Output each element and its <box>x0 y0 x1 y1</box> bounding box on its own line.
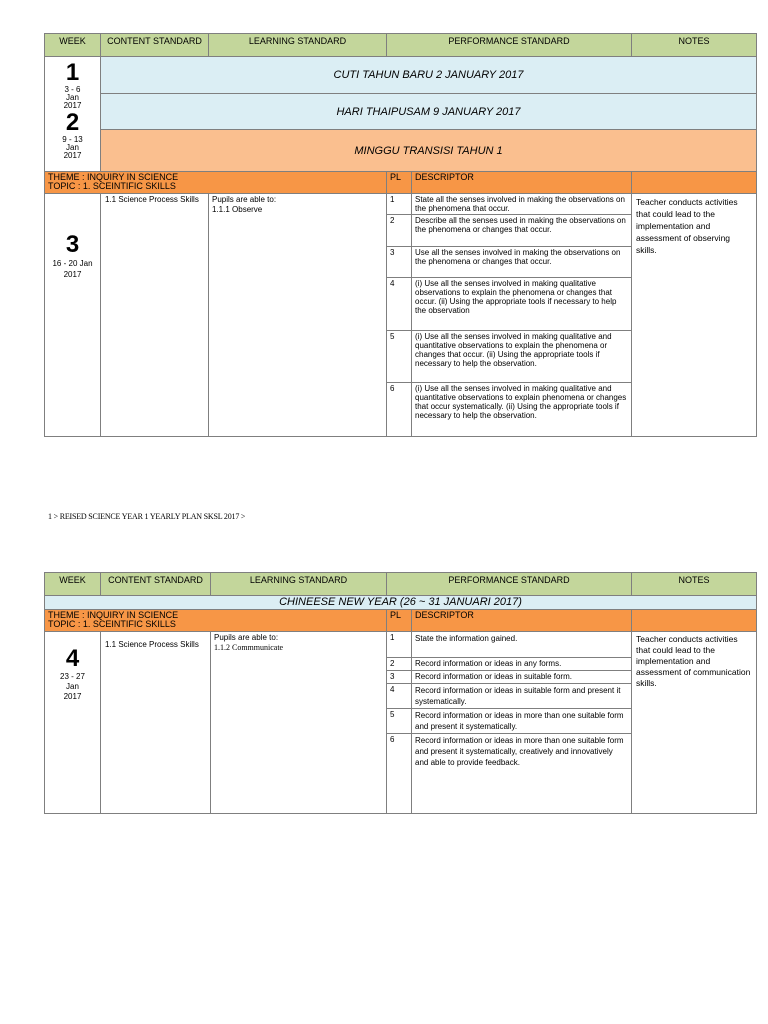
header-performance-standard: PERFORMANCE STANDARD <box>387 34 632 57</box>
header-week: WEEK <box>45 34 101 57</box>
content-standard-text: 1.1 Science Process Skills <box>105 640 199 649</box>
descriptor-text: Describe all the senses used in making the observations on the phenomena or changes that occur. <box>412 215 632 247</box>
yearly-plan-table-1 <box>44 33 757 437</box>
holiday-banner: CUTI TAHUN BARU 2 JANUARY 2017 <box>101 57 757 94</box>
week-dates: 16 - 20 Jan <box>52 259 93 268</box>
week-3-cell <box>45 194 101 437</box>
week-number: 1 <box>65 59 80 86</box>
week-month: Jan <box>66 93 79 102</box>
week-dates: 9 - 13 <box>62 135 83 144</box>
header-notes: NOTES <box>632 573 757 596</box>
header-row <box>45 34 757 57</box>
learning-item: 1.1.1 Observe <box>212 205 263 214</box>
learning-standard-cell <box>209 194 387 437</box>
week-year: 2017 <box>63 101 82 110</box>
theme-label: THEME : INQUIRY IN SCIENCE <box>48 610 179 620</box>
theme-topic <box>45 610 387 632</box>
header-week: WEEK <box>45 573 101 596</box>
pl-number: 4 <box>387 278 412 331</box>
week-year: 2017 <box>63 270 82 279</box>
descriptor-text: Use all the senses involved in making the observations on the phenomena or changes that occur. <box>412 247 632 278</box>
learning-intro: Pupils are able to: <box>214 633 279 642</box>
descriptor-text: (i) Use all the senses involved in making qualitative and quantitative observations to explain the phenomena or changes that occur. (ii) Using the appropriate tools if necessary to help the observation. <box>412 331 632 383</box>
pl-number: 1 <box>387 194 412 215</box>
header-performance-standard: PERFORMANCE STANDARD <box>387 573 632 596</box>
header-content-standard: CONTENT STANDARD <box>101 34 209 57</box>
descriptor-text: State all the senses involved in making the observations on the phenomena that occur. <box>412 194 632 215</box>
week-number: 4 <box>65 645 80 672</box>
descriptor-text: Record information or ideas in any forms. <box>412 658 632 671</box>
pl-number: 2 <box>387 215 412 247</box>
topic-label: TOPIC : 1. SCEINTIFIC SKILLS <box>48 619 176 629</box>
notes-cell: Teacher conducts activities that could lead to the implementation and assessment of communication skills. <box>632 632 757 814</box>
topic-label: TOPIC : 1. SCEINTIFIC SKILLS <box>48 181 176 191</box>
descriptor-text: (i) Use all the senses involved in making qualitative and quantitative observations to explain phenomena or changes that occur systematically. (ii) Using the appropriate tools if necessary to help the observation. <box>412 383 632 437</box>
week-month: Jan <box>66 143 79 152</box>
week-year: 2017 <box>63 151 82 160</box>
header-learning-standard: LEARNING STANDARD <box>209 34 387 57</box>
week-number: 2 <box>65 109 80 136</box>
pl-number: 2 <box>387 658 412 671</box>
page-footer: 1 > REISED SCIENCE YEAR 1 YEARLY PLAN SKSL 2017 > <box>48 512 246 521</box>
pl-number: 1 <box>387 632 412 658</box>
pl-label: PL <box>387 610 412 632</box>
theme-label: THEME : INQUIRY IN SCIENCE <box>48 172 179 182</box>
header-row <box>45 573 757 596</box>
descriptor-text: (i) Use all the senses involved in making qualitative observations to explain the phenomena or changes that occur. (ii) Using the appropriate tools if necessary to help the observation <box>412 278 632 331</box>
pl-number: 3 <box>387 671 412 684</box>
holiday-banner: HARI THAIPUSAM 9 JANUARY 2017 <box>101 94 757 130</box>
transition-banner: MINGGU TRANSISI TAHUN 1 <box>101 130 757 172</box>
content-standard-cell: 1.1 Science Process Skills <box>101 194 209 437</box>
theme-row <box>45 172 757 194</box>
descriptor-label: DESCRIPTOR <box>412 610 632 632</box>
pl-number: 5 <box>387 331 412 383</box>
week-month: Jan <box>66 682 79 691</box>
notes-blank <box>632 172 757 194</box>
header-notes: NOTES <box>632 34 757 57</box>
learning-standard-cell <box>211 632 387 814</box>
pl-label: PL <box>387 172 412 194</box>
learning-intro: Pupils are able to: <box>212 195 277 204</box>
descriptor-label: DESCRIPTOR <box>412 172 632 194</box>
content-standard-cell <box>101 632 211 814</box>
week-dates: 3 - 6 <box>64 85 81 94</box>
pl-number: 5 <box>387 709 412 734</box>
pl-number: 4 <box>387 684 412 709</box>
header-content-standard: CONTENT STANDARD <box>101 573 211 596</box>
descriptor-text: Record information or ideas in suitable form and present it systematically. <box>412 684 632 709</box>
yearly-plan-table-2 <box>44 572 757 814</box>
pl-number: 3 <box>387 247 412 278</box>
week-number: 3 <box>65 231 80 258</box>
week-1-2-cell <box>45 57 101 172</box>
pl-number: 6 <box>387 734 412 814</box>
notes-blank <box>632 610 757 632</box>
descriptor-text: Record information or ideas in more than one suitable form and present it systematically, creatively and innovatively and able to provide feedback. <box>412 734 632 814</box>
theme-topic <box>45 172 387 194</box>
descriptor-text: Record information or ideas in suitable form. <box>412 671 632 684</box>
learning-item: 1.1.2 Commmunicate <box>214 643 284 652</box>
week-4-cell <box>45 632 101 814</box>
descriptor-text: Record information or ideas in more than one suitable form and present it systematically. <box>412 709 632 734</box>
week-year: 2017 <box>63 692 82 701</box>
descriptor-text: State the information gained. <box>412 632 632 658</box>
week-dates: 23 - 27 <box>60 672 85 681</box>
holiday-banner: CHINEESE NEW YEAR (26 ~ 31 JANUARI 2017) <box>45 596 757 610</box>
theme-row <box>45 610 757 632</box>
notes-cell: Teacher conducts activities that could lead to the implementation and assessment of observing skills. <box>632 194 757 437</box>
pl-number: 6 <box>387 383 412 437</box>
header-learning-standard: LEARNING STANDARD <box>211 573 387 596</box>
